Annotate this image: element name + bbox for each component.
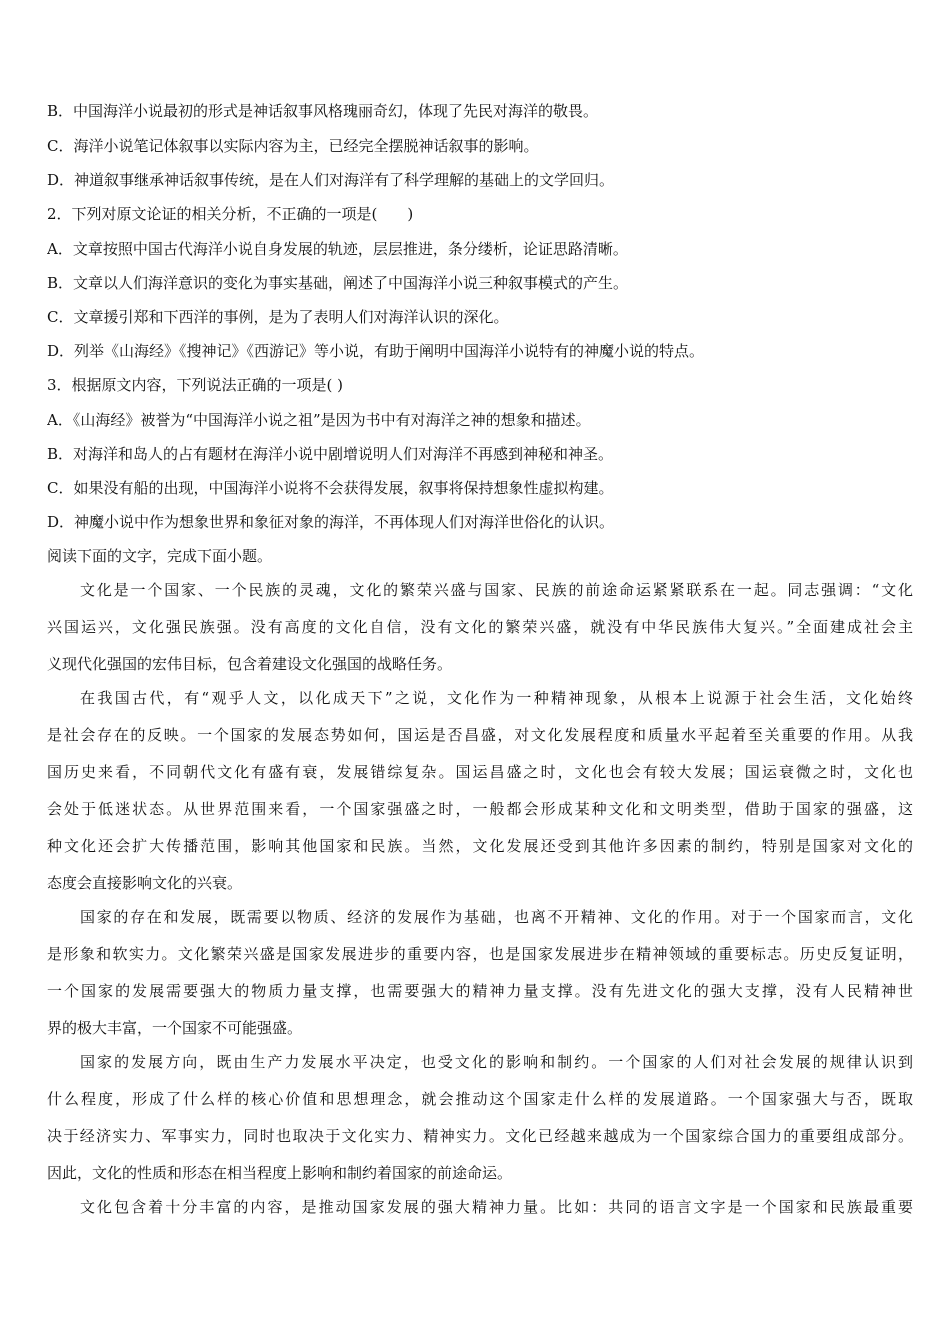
passage-p2-line: 是社会存在的反映。一个国家的发展态势如何，国运是否昌盛，对文化发展程度和质量水平起着至关重要的作用。从我 [47,726,913,744]
passage-p4-line: 国家的发展方向，既由生产力发展水平决定，也受文化的影响和制约。一个国家的人们对社会发展的规律认识到 [80,1053,913,1071]
passage-p2-line: 在我国古代，有“观乎人文，以化成天下”之说，文化作为一种精神现象，从根本上说源于社会生活，文化始终 [80,689,913,707]
q2-option-d: D．列举《山海经》《搜神记》《西游记》等小说，有助于阐明中国海洋小说特有的神魔小说的特点。 [47,342,705,360]
q3-option-a: A．《山海经》被誉为“中国海洋小说之祖”是因为书中有对海洋之神的想象和描述。 [47,411,591,429]
passage-p3-line: 界的极大丰富，一个国家不可能强盛。 [47,1019,303,1037]
passage-p3-line: 是形象和软实力。文化繁荣兴盛是国家发展进步的重要内容，也是国家发展进步在精神领域的重要标志。历史反复证明， [47,945,913,963]
passage-p2-line: 种文化还会扩大传播范围，影响其他国家和民族。当然，文化发展还受到其他许多因素的制约，特别是国家对文化的 [47,837,913,855]
passage-p2-line: 国历史来看，不同朝代文化有盛有衰，发展错综复杂。国运昌盛之时，文化也会有较大发展；国运衰微之时，文化也 [47,763,913,781]
q2-option-c: C．文章援引郑和下西洋的事例，是为了表明人们对海洋认识的深化。 [47,308,509,326]
q3-option-c: C．如果没有船的出现，中国海洋小说将不会获得发展，叙事将保持想象性虚拟构建。 [47,479,614,497]
q1-option-b: B．中国海洋小说最初的形式是神话叙事风格瑰丽奇幻，体现了先民对海洋的敬畏。 [47,102,599,120]
q3-stem: 3．根据原文内容，下列说法正确的一项是( ) [47,376,344,394]
passage-p2-line: 会处于低迷状态。从世界范围来看，一个国家强盛之时，一般都会形成某种文化和文明类型，借助于国家的强盛，这 [47,800,913,818]
q3-option-d: D．神魔小说中作为想象世界和象征对象的海洋，不再体现人们对海洋世俗化的认识。 [47,513,615,531]
passage-p3-line: 一个国家的发展需要强大的物质力量支撑，也需要强大的精神力量支撑。没有先进文化的强大支撑，没有人民精神世 [47,982,913,1000]
passage-p4-line: 决于经济实力、军事实力，同时也取决于文化实力、精神实力。文化已经越来越成为一个国家综合国力的重要组成部分。 [47,1127,913,1145]
passage-p3-line: 国家的存在和发展，既需要以物质、经济的发展作为基础，也离不开精神、文化的作用。对于一个国家而言，文化 [80,908,913,926]
passage-p4-line: 什么程度，形成了什么样的核心价值和思想理念，就会推动这个国家走什么样的发展道路。一个国家强大与否，既取 [47,1090,913,1108]
passage-p5-line: 文化包含着十分丰富的内容，是推动国家发展的强大精神力量。比如：共同的语言文字是一个国家和民族最重要 [80,1198,913,1216]
q2-option-a: A．文章按照中国古代海洋小说自身发展的轨迹，层层推进，条分缕析，论证思路清晰。 [47,240,628,258]
q1-option-c: C．海洋小说笔记体叙事以实际内容为主，已经完全摆脱神话叙事的影响。 [47,137,539,155]
passage-p1-line: 兴国运兴，文化强民族强。没有高度的文化自信，没有文化的繁荣兴盛，就没有中华民族伟大复兴。”全面建成社会主 [47,618,913,636]
passage-p4-line: 因此，文化的性质和形态在相当程度上影响和制约着国家的前途命运。 [47,1164,513,1182]
passage-p2-line: 态度会直接影响文化的兴衰。 [47,874,243,892]
q2-stem: 2．下列对原文论证的相关分析，不正确的一项是( ) [47,205,414,223]
passage-p1-line: 文化是一个国家、一个民族的灵魂，文化的繁荣兴盛与国家、民族的前途命运紧紧联系在一起。同志强调：“文化 [80,581,913,599]
reading-instruction: 阅读下面的文字，完成下面小题。 [47,547,273,565]
q1-option-d: D．神道叙事继承神话叙事传统，是在人们对海洋有了科学理解的基础上的文学回归。 [47,171,615,189]
passage-p1-line: 义现代化强国的宏伟目标，包含着建设文化强国的战略任务。 [47,655,453,673]
q3-option-b: B．对海洋和岛人的占有题材在海洋小说中剧增说明人们对海洋不再感到神秘和神圣。 [47,445,614,463]
q2-option-b: B．文章以人们海洋意识的变化为事实基础，阐述了中国海洋小说三种叙事模式的产生。 [47,274,629,292]
